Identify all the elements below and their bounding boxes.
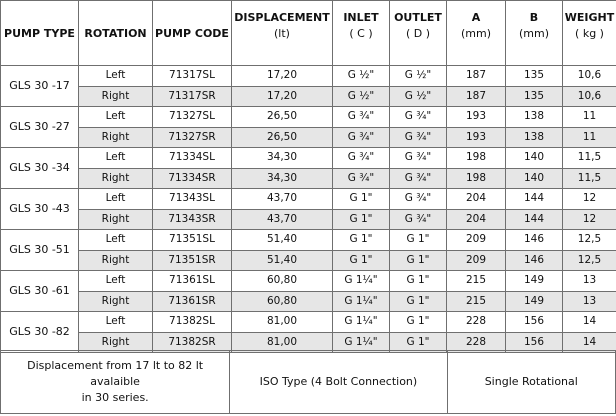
inlet-cell: G 1¼" [333, 271, 390, 292]
rotation-cell: Left [79, 189, 153, 210]
b-cell: 140 [506, 148, 563, 169]
inlet-cell: G ¾" [333, 168, 390, 189]
inlet-cell: G 1" [333, 209, 390, 230]
outlet-cell: G ¾" [390, 209, 447, 230]
displacement-cell: 81,00 [232, 332, 333, 353]
weight-cell: 11,5 [563, 148, 616, 169]
inlet-cell: G 1" [333, 230, 390, 251]
table-row [1, 127, 616, 148]
b-cell: 135 [506, 86, 563, 107]
b-cell: 138 [506, 107, 563, 128]
outlet-cell: G ¾" [390, 148, 447, 169]
header-b-label: B [529, 11, 539, 24]
outlet-cell: G ¾" [390, 107, 447, 128]
b-cell: 135 [506, 66, 563, 87]
displacement-cell: 60,80 [232, 291, 333, 312]
table-row [1, 189, 616, 210]
rotation-cell: Left [79, 312, 153, 333]
table-row [1, 291, 616, 312]
a-cell: 193 [447, 107, 506, 128]
header-weight-unit: ( kg ) [575, 27, 604, 41]
header-rotation: ROTATION [79, 1, 153, 66]
table-row [1, 86, 616, 107]
displacement-cell: 51,40 [232, 230, 333, 251]
a-cell: 228 [447, 312, 506, 333]
table-row [1, 271, 616, 292]
footer-info-bar [0, 350, 616, 414]
header-weight [563, 1, 616, 66]
displacement-cell: 34,30 [232, 168, 333, 189]
table-body [1, 66, 616, 353]
header-b-unit: (mm) [518, 27, 549, 41]
header-displacement [232, 1, 333, 66]
rotation-cell: Left [79, 148, 153, 169]
rotation-cell: Right [79, 127, 153, 148]
pump-code-cell: 71327SR [153, 127, 232, 148]
pump-type-cell: GLS 30 -17 [1, 66, 79, 107]
footer-displacement-range [1, 351, 230, 413]
header-inlet [333, 1, 390, 66]
rotation-cell: Right [79, 332, 153, 353]
header-row [1, 1, 616, 66]
weight-cell: 12,5 [563, 230, 616, 251]
pump-type-cell: GLS 30 -43 [1, 189, 79, 230]
pump-code-cell: 71334SL [153, 148, 232, 169]
b-cell: 146 [506, 250, 563, 271]
table-row [1, 66, 616, 87]
b-cell: 149 [506, 271, 563, 292]
pump-code-cell: 71334SR [153, 168, 232, 189]
b-cell: 156 [506, 312, 563, 333]
weight-cell: 14 [563, 332, 616, 353]
outlet-cell: G ¾" [390, 127, 447, 148]
outlet-cell: G 1" [390, 250, 447, 271]
pump-code-cell: 71361SL [153, 271, 232, 292]
weight-cell: 12 [563, 209, 616, 230]
outlet-cell: G ¾" [390, 168, 447, 189]
rotation-cell: Left [79, 66, 153, 87]
table-row [1, 168, 616, 189]
footer-rotational: Single Rotational [484, 375, 578, 389]
rotation-cell: Left [79, 107, 153, 128]
outlet-cell: G 1" [390, 332, 447, 353]
rotation-cell: Left [79, 230, 153, 251]
pump-type-cell: GLS 30 -82 [1, 312, 79, 353]
outlet-cell: G 1" [390, 271, 447, 292]
b-cell: 144 [506, 209, 563, 230]
weight-cell: 10,6 [563, 86, 616, 107]
pump-code-cell: 71351SL [153, 230, 232, 251]
pump-code-cell: 71351SR [153, 250, 232, 271]
table-row [1, 148, 616, 169]
header-pump-code: PUMP CODE [153, 1, 232, 66]
displacement-cell: 43,70 [232, 209, 333, 230]
a-cell: 215 [447, 291, 506, 312]
inlet-cell: G 1¼" [333, 312, 390, 333]
pump-type-cell: GLS 30 -51 [1, 230, 79, 271]
inlet-cell: G ½" [333, 86, 390, 107]
rotation-cell: Right [79, 209, 153, 230]
a-cell: 193 [447, 127, 506, 148]
inlet-cell: G ¾" [333, 107, 390, 128]
a-cell: 215 [447, 271, 506, 292]
header-a [447, 1, 506, 66]
weight-cell: 12,5 [563, 250, 616, 271]
inlet-cell: G 1¼" [333, 291, 390, 312]
b-cell: 140 [506, 168, 563, 189]
table-row [1, 107, 616, 128]
rotation-cell: Left [79, 271, 153, 292]
table-row [1, 209, 616, 230]
b-cell: 156 [506, 332, 563, 353]
weight-cell: 11,5 [563, 168, 616, 189]
header-outlet [390, 1, 447, 66]
a-cell: 198 [447, 148, 506, 169]
displacement-cell: 34,30 [232, 148, 333, 169]
header-displacement-label: DISPLACEMENT [234, 11, 330, 24]
outlet-cell: G ½" [390, 66, 447, 87]
pump-code-cell: 71317SL [153, 66, 232, 87]
a-cell: 187 [447, 86, 506, 107]
displacement-cell: 43,70 [232, 189, 333, 210]
footer-range-line2: in 30 series. [81, 390, 149, 404]
weight-cell: 13 [563, 291, 616, 312]
header-weight-label: WEIGHT [564, 11, 615, 24]
header-a-unit: (mm) [460, 27, 491, 41]
weight-cell: 14 [563, 312, 616, 333]
weight-cell: 11 [563, 127, 616, 148]
outlet-cell: G 1" [390, 291, 447, 312]
outlet-cell: G 1" [390, 230, 447, 251]
pump-code-cell: 71382SR [153, 332, 232, 353]
b-cell: 138 [506, 127, 563, 148]
header-inlet-unit: ( C ) [349, 27, 373, 41]
table-row [1, 250, 616, 271]
inlet-cell: G ¾" [333, 148, 390, 169]
footer-range-line1: Displacement from 17 lt to 82 lt avalaible [27, 359, 204, 389]
b-cell: 146 [506, 230, 563, 251]
pump-type-cell: GLS 30 -61 [1, 271, 79, 312]
pump-code-cell: 71343SR [153, 209, 232, 230]
header-b [506, 1, 563, 66]
table-row [1, 312, 616, 333]
displacement-cell: 17,20 [232, 86, 333, 107]
displacement-cell: 17,20 [232, 66, 333, 87]
displacement-cell: 26,50 [232, 107, 333, 128]
pump-code-cell: 71382SL [153, 312, 232, 333]
a-cell: 187 [447, 66, 506, 87]
weight-cell: 13 [563, 271, 616, 292]
pump-code-cell: 71343SL [153, 189, 232, 210]
header-inlet-label: INLET [343, 11, 379, 24]
pump-code-cell: 71327SL [153, 107, 232, 128]
b-cell: 144 [506, 189, 563, 210]
rotation-cell: Right [79, 86, 153, 107]
weight-cell: 10,6 [563, 66, 616, 87]
header-a-label: A [471, 11, 481, 24]
a-cell: 204 [447, 189, 506, 210]
pump-type-cell: GLS 30 -27 [1, 107, 79, 148]
header-pump-type: PUMP TYPE [1, 1, 79, 66]
pump-code-cell: 71317SR [153, 86, 232, 107]
rotation-cell: Right [79, 250, 153, 271]
inlet-cell: G ½" [333, 66, 390, 87]
outlet-cell: G ¾" [390, 189, 447, 210]
inlet-cell: G 1¼" [333, 332, 390, 353]
outlet-cell: G 1" [390, 312, 447, 333]
a-cell: 204 [447, 209, 506, 230]
a-cell: 209 [447, 250, 506, 271]
displacement-cell: 60,80 [232, 271, 333, 292]
footer-iso-type: ISO Type (4 Bolt Connection) [230, 351, 447, 413]
table-row [1, 230, 616, 251]
inlet-cell: G ¾" [333, 127, 390, 148]
header-outlet-label: OUTLET [394, 11, 442, 24]
b-cell: 149 [506, 291, 563, 312]
displacement-cell: 26,50 [232, 127, 333, 148]
header-displacement-unit: (lt) [274, 27, 290, 41]
weight-cell: 11 [563, 107, 616, 128]
header-outlet-unit: ( D ) [405, 27, 431, 41]
weight-cell: 12 [563, 189, 616, 210]
a-cell: 198 [447, 168, 506, 189]
a-cell: 209 [447, 230, 506, 251]
displacement-cell: 81,00 [232, 312, 333, 333]
rotation-cell: Right [79, 291, 153, 312]
pump-code-cell: 71361SR [153, 291, 232, 312]
inlet-cell: G 1" [333, 189, 390, 210]
inlet-cell: G 1" [333, 250, 390, 271]
displacement-cell: 51,40 [232, 250, 333, 271]
outlet-cell: G ½" [390, 86, 447, 107]
pump-type-cell: GLS 30 -34 [1, 148, 79, 189]
a-cell: 228 [447, 332, 506, 353]
rotation-cell: Right [79, 168, 153, 189]
